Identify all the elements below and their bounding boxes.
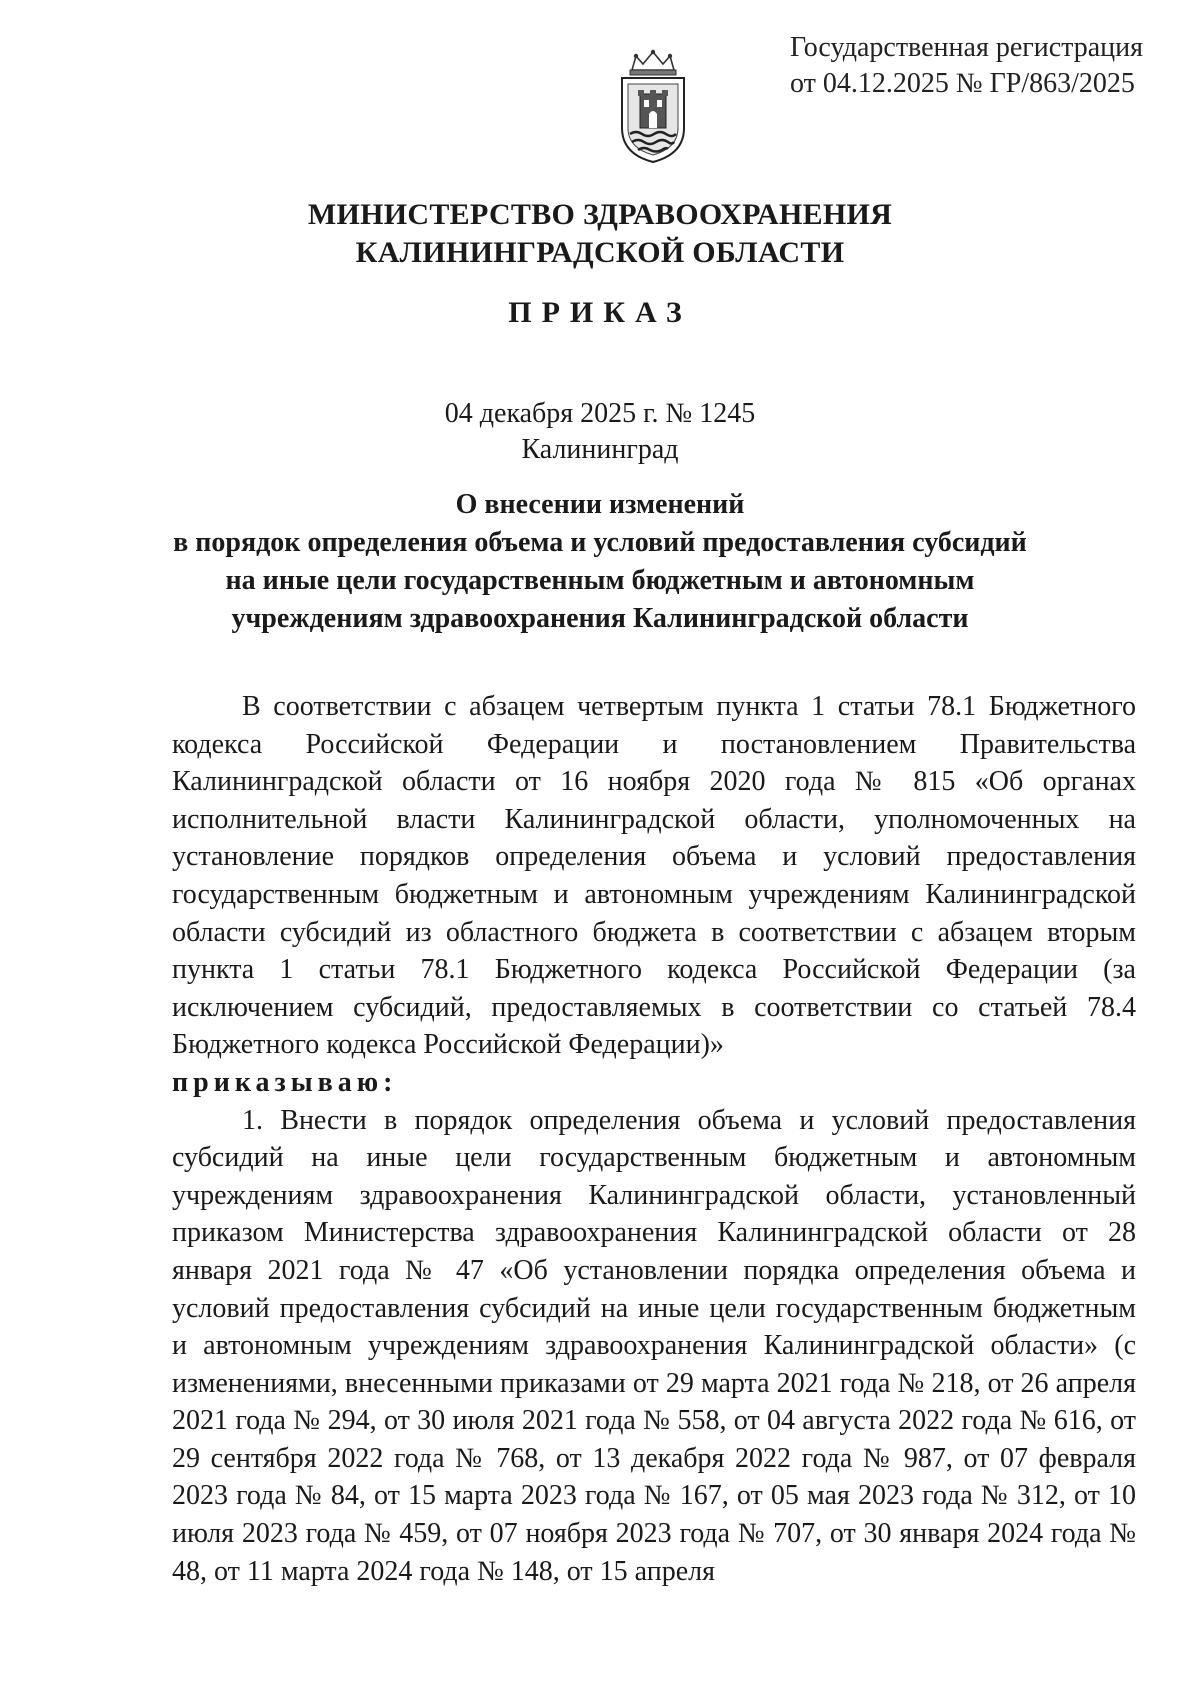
item-1-paragraph: 1. Внести в порядок определения объема и условий предоставления субсидий на иные цели государственным бюджетным и автономным учреждениям здравоохранения Калининградской области, установленный приказом Министерства здравоохранения Калининградской области от 28 января 2021 года № 47 «Об установлении порядка определения объема и условий предоставления субсидий на иные цели государственным бюджетным и автономным учреждениям здравоохранения Калининградской области» (с изменениями, внесенными приказами от 29 марта 2021 года № 218, от 26 апреля 2021 года № 294, от 30 июля 2021 года № 558, от 04 августа 2022 года № 616, от 29 сентября 2022 года № 768, от 13 декабря 2022 года № 987, от 07 февраля 2023 года № 84, от 15 марта 2023 года № 167, от 05 мая 2023 года № 312, от 10 июля 2023 года № 459, от 07 ноября 2023 года № 707, от 30 января 2024 года № 48, от 11 марта 2024 года № 148, от 15 апреля	[172, 1104, 1136, 1587]
preamble-paragraph: В соответствии с абзацем четвертым пункта 1 статьи 78.1 Бюджетного кодекса Российской Федерации и постановлением Правительства Калининградской области от 16 ноября 2020 года № 815 «Об органах исполнительной власти Калининградской области, уполномоченных на установление порядков определения объема и условий предоставления государственным бюджетным и автономным учреждениям Калининградской области субсидий из областного бюджета в соответствии с абзацем вторым пункта 1 статьи 78.1 Бюджетного кодекса Российской Федерации (за исключением субсидий, предоставляемых в соответствии со статьей 78.4 Бюджетного кодекса Российской Федерации)»	[172, 691, 1136, 1061]
order-title	[0, 486, 1200, 638]
order-date-number: 04 декабря 2025 г. № 1245	[444, 398, 756, 429]
registration-line-1: Государственная регистрация	[790, 32, 1143, 63]
registration-line-2: от 04.12.2025 № ГР/863/2025	[790, 68, 1135, 99]
order-body	[172, 688, 1136, 1590]
document-type-heading: ПРИКАЗ	[508, 296, 692, 329]
decree-word: приказываю:	[172, 1066, 398, 1098]
ministry-name	[0, 196, 1200, 272]
registration-stamp	[790, 30, 1143, 102]
order-city: Калининград	[521, 434, 679, 465]
coat-of-arms-icon	[610, 48, 696, 166]
title-line-4: учреждениям здравоохранения Калининградской области	[231, 603, 969, 634]
title-line-3: на иные цели государственным бюджетным и автономным	[225, 565, 975, 596]
date-and-place	[0, 396, 1200, 468]
ministry-line-2: КАЛИНИНГРАДСКОЙ ОБЛАСТИ	[355, 236, 845, 269]
title-line-1: О внесении изменений	[455, 489, 745, 520]
ministry-line-1: МИНИСТЕРСТВО ЗДРАВООХРАНЕНИЯ	[307, 198, 893, 231]
title-line-2: в порядок определения объема и условий предоставления субсидий	[173, 527, 1027, 558]
